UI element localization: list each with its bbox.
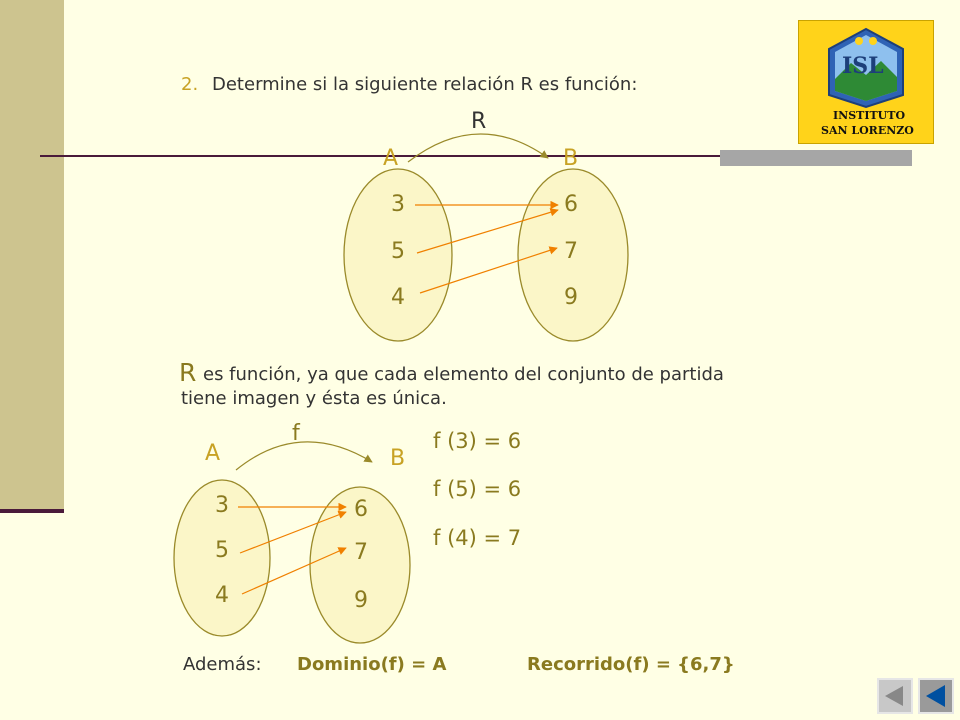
answer-symbol: R <box>179 358 197 387</box>
set-a-element: 5 <box>215 538 229 563</box>
answer-line1: es función, ya que cada elemento del conjunto de partida <box>203 364 724 385</box>
triangle-left-icon <box>879 680 911 712</box>
set-a-element: 4 <box>391 285 405 310</box>
footer-recorrido: Recorrido(f) = {6,7} <box>527 654 735 675</box>
logo-line1: INSTITUTO <box>833 109 906 122</box>
previous-slide-button[interactable] <box>877 678 913 714</box>
logo-initials: ISL <box>842 53 884 79</box>
set-a-element: 3 <box>215 493 229 518</box>
set-a-label: A <box>383 146 399 171</box>
set-a-element: 4 <box>215 583 229 608</box>
set-b-label: B <box>563 146 579 171</box>
question-text: Determine si la siguiente relación R es función: <box>212 74 638 95</box>
set-b-element: 6 <box>564 192 578 217</box>
mapping-equation: f (3) = 6 <box>433 429 522 453</box>
logo-line2: SAN LORENZO <box>821 124 914 137</box>
set-b-element: 9 <box>354 588 368 613</box>
mapping-equation: f (5) = 6 <box>433 477 522 501</box>
set-a-label-2: A <box>205 441 221 466</box>
mapping-equation: f (4) = 7 <box>433 526 522 550</box>
set-a-element: 3 <box>391 192 405 217</box>
answer-line2: tiene imagen y ésta es única. <box>181 388 447 409</box>
back-button[interactable] <box>918 678 954 714</box>
triangle-left-icon <box>920 680 952 712</box>
set-b-label-2: B <box>390 446 406 471</box>
footer-ademas: Además: <box>183 654 262 675</box>
set-b-element: 9 <box>564 285 578 310</box>
footer-dominio: Dominio(f) = A <box>297 654 447 675</box>
relation-label: R <box>471 109 487 134</box>
function-label: f <box>292 421 300 446</box>
set-b-element: 7 <box>564 239 578 264</box>
question-number: 2. <box>181 74 199 95</box>
relation-arc <box>408 134 548 162</box>
function-arc <box>236 442 372 470</box>
set-b-element: 6 <box>354 497 368 522</box>
set-a-element: 5 <box>391 239 405 264</box>
set-b-element: 7 <box>354 540 368 565</box>
